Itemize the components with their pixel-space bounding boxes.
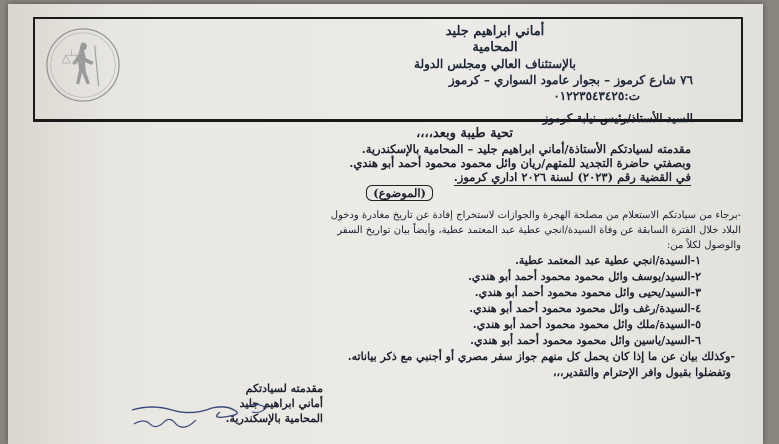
signature-line-2: أماني ابراهيم جليد xyxy=(239,397,323,410)
document-page xyxy=(8,4,763,444)
lawyer-title: المحامية xyxy=(472,40,518,55)
case-reference-text: في القضية رقم (٢٠٢٣) لسنة ٢٠٢٦ اداري كرموز. xyxy=(453,170,691,184)
justice-logo-icon xyxy=(44,26,122,104)
signature-line-1: مقدمته لسيادتكم xyxy=(245,382,323,395)
lawyer-name: أماني ابراهيم جليد xyxy=(445,24,545,39)
person-item: ٦-السيد/ياسين وائل محمود محمود أحمد أبو هندي. xyxy=(470,334,701,347)
intro-line-2: وبصفتي حاضرة التجديد للمتهم/ريان وائل محمود محمود أحمد أبو هندي. xyxy=(349,156,691,170)
person-item: ٢-السيد/يوسف وائل محمود محمود أحمد أبو هندي. xyxy=(468,270,701,283)
request-line-3: والوصول لكلاً من: xyxy=(667,240,741,251)
subject-heading xyxy=(366,186,433,200)
closing-line: وتفضلوا بقبول وافر الإحترام والتقدير،،، xyxy=(552,366,731,379)
passport-request: -وكذلك بيان عن ما إذا كان يحمل كل منهم جواز سفر مصري أو أجنبي مع ذكر بياناته. xyxy=(347,350,735,363)
signature-line-3: المحامية بالإسكندرية. xyxy=(225,412,323,425)
person-item: ٣-السيد/يحيى وائل محمود محمود أحمد أبو هندي. xyxy=(474,286,701,299)
lawyer-phone: ت:٠١٢٢٣٥٤٣٤٢٥ xyxy=(553,89,640,103)
person-item: ٥-السيدة/ملك وائل محمود محمود أحمد أبو هندي. xyxy=(472,318,701,331)
lawyer-address: ٧٦ شارع كرموز – بجوار عامود السواري – كرموز xyxy=(448,73,693,87)
intro-line-1: مقدمته لسيادتكم الأستاذة/أماني ابراهيم جليد – المحامية بالإسكندرية. xyxy=(361,142,691,156)
request-line-2: البلاد خلال الفترة السابقة عن وفاة السيدة/انجي عطية عبد المعتمد عطية، وأيضاً بيان تواريخ السفر xyxy=(337,225,741,236)
handwritten-signature-icon xyxy=(128,396,288,436)
request-line-1: -برجاء من سيادتكم الاستعلام من مصلحة الهجرة والجوازات لاستخراج إفادة عن تاريخ مغادرة ودخول xyxy=(330,210,741,221)
letterhead xyxy=(285,24,705,104)
lawyer-courts: بالإستئناف العالي ومجلس الدولة xyxy=(414,57,576,71)
subject-text: (الموضوع) xyxy=(366,185,433,201)
greeting-line: تحية طيبة وبعد،،،، xyxy=(416,126,513,141)
recipient-line: السيد الأستاذ/رئيس نيابة كرموز. xyxy=(538,111,693,125)
case-reference xyxy=(454,170,691,184)
person-item: ٤-السيدة/رغف وائل محمود محمود أحمد أبو هندي. xyxy=(469,302,701,315)
person-item: ١-السيدة/انجي عطية عبد المعتمد عطية. xyxy=(515,254,701,267)
